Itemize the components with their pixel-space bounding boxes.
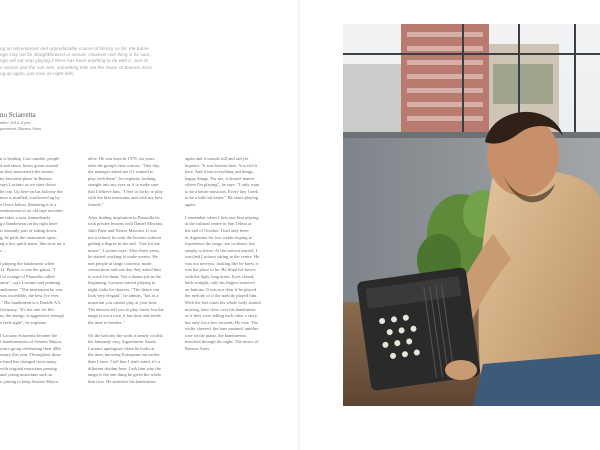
article-text-line: reminiscent of an old tape recorder. <box>0 208 64 214</box>
article-text-line: but only for a few seconds. He rose. The <box>185 319 258 325</box>
article-text-line: l playing the bandoneon when <box>0 260 55 266</box>
article-text-line: he city. Up here on his balcony the <box>0 188 63 194</box>
article-text-line: violin cheered, the bass moaned, another <box>185 326 259 332</box>
article-text-line: the end of October. I had only been <box>185 228 249 234</box>
article-text-line: moving, bent close over his bandoneon <box>185 306 256 312</box>
article-text-line: ." His bandoneon is a Double AA, <box>0 300 62 306</box>
article-text-line: g a bandoneon on his right knee <box>0 221 58 227</box>
article-text-line: ness is muffled, swallowed up by <box>0 195 60 201</box>
article-text-line: n is healing. Cars rumble, people <box>0 156 60 161</box>
article-text-line: straight into my eyes as if to make sure <box>88 182 159 188</box>
article-text-line: happy things. For me, it doesn't matter <box>185 175 255 181</box>
article-text-line: was not nervous, looking like he knew it <box>185 260 258 266</box>
article-text-line: play with them", he explains, looking <box>88 175 156 181</box>
article-text-line: in Argentina for two weeks hoping to <box>185 234 253 240</box>
article-text-line: f bandoneonists of Sexteto Mayor, <box>0 339 62 345</box>
article-text-line: connections and one day they asked him <box>88 267 161 273</box>
article-text-line: andoneon. "The instrument he was <box>0 286 63 292</box>
article-text-line: Buenos Aires. <box>185 345 211 351</box>
article-text-line: getting a degree in the end. "Just for the <box>88 241 160 247</box>
article-text-line: ersary this year. Throughout those <box>0 352 62 358</box>
article-text-line: says Luciano as we stare down <box>0 182 56 188</box>
article-text-line: the famously easy Argentinean Asado. <box>88 339 158 345</box>
article-text-line: heart too. He stretches his bandoneon <box>88 378 156 384</box>
article-text-line: the time to breathe." <box>88 319 125 325</box>
article-text-line: that I believe him. "I feel so lucky to play <box>88 188 163 194</box>
article-text-line: met people at tango concerts, made <box>88 260 152 266</box>
article-text-line: After finding inspiration in Piazzolla he <box>88 214 160 220</box>
article-text-line: to be a little bit better." He starts playing <box>185 195 258 201</box>
article-text-line: and young musicians such as <box>0 372 53 378</box>
text-column-1 <box>0 156 80 385</box>
article-text-line: years group celebrating their 40th <box>0 345 61 351</box>
intro-paragraph <box>0 46 168 77</box>
photo-illustration <box>343 24 600 406</box>
article-text-line: as they manoeuvre the streets. <box>0 169 55 175</box>
article-text-line: experience the tango, see or dance, but <box>185 241 255 247</box>
article-text-line: again. <box>185 201 196 207</box>
article-text-line: s ... <box>0 247 7 253</box>
intro-line: ngo will not stop playing if there has been anything to do with it. Just as <box>0 58 149 64</box>
article-text-line: took private lessons with Daniel Moyano, <box>88 221 164 227</box>
article-text-line: 12. Before, it was the guitar. "I <box>0 267 56 273</box>
intro-line: ng up again, just now, as night falls. <box>0 70 75 76</box>
text-column-2 <box>88 156 174 385</box>
article-text-line: than I have. I tell him I don't mind, it's a <box>88 358 161 364</box>
article-text-line: with the best musicians and with my best <box>88 195 163 201</box>
article-text-line: back straight, only his fingers bounced <box>185 280 255 286</box>
article-text-line: ne takes a seat, immediately <box>0 214 51 220</box>
article-text-line: different rhythm here. I ask him why the <box>88 365 161 371</box>
article-text-line: Germany, "It's the one for life. <box>0 306 55 312</box>
article-text-line: the melody or if the melody played him. <box>185 293 258 299</box>
article-text-line: was his place to be. He lifted his brows <box>185 267 256 273</box>
article-text-line: again and it sounds full and sad yet <box>185 156 249 161</box>
article-text-line: ny the energy, is aggressive enough <box>0 313 64 319</box>
intro-line: n rumors and the sun sets, something tells me the music of Buenos Aires <box>0 64 152 70</box>
article-text-line: marched through the night. The music of <box>185 339 259 345</box>
article-text-line: d and shout, buses groan around <box>0 162 58 168</box>
article-text-line: alive. He was born in 1979, six years <box>88 156 155 161</box>
article-text-line: with the high, long notes. Eyes closed, <box>185 273 255 279</box>
article-text-line: is instantly part of sitting down. <box>0 228 58 234</box>
article-text-line: rose on the piano, the bandoneons <box>185 332 247 338</box>
article-text-line: at the cultural centre in San Telmo at <box>185 221 252 227</box>
article-text-line: was incredible, the best I've ever <box>0 293 59 299</box>
article-text-line: look very elegant", he admits, "but as a <box>88 293 159 299</box>
article-text-line: hopeful. "It was heaven here. You feel it <box>185 162 258 168</box>
article-text-line: night clubs for dancers. "The dance can <box>88 286 160 292</box>
article-text-line: beginning, Luciano started playing in <box>88 280 156 286</box>
article-text-line: simply to listen. At the concert started, I <box>185 247 258 253</box>
article-text-line: e band has changed faces many <box>0 358 57 364</box>
article-text-line: The dancers tell you to play faster, but the <box>88 306 164 312</box>
text-column-3 <box>185 156 273 352</box>
byline-date <box>0 120 41 131</box>
article-text-line: with original musicians passing <box>0 365 57 371</box>
article-text-line: I remember when I first saw him playing <box>185 214 259 220</box>
intro-line: ng an adventurous and unpredictable course of history so far, the future <box>0 46 149 51</box>
article-text-line: tango is the one thing he gives his whole <box>88 372 162 378</box>
article-text-line: here. And it has everything sad things, <box>185 169 254 175</box>
article-text-line: after the group's first concert. "One day, <box>88 162 160 168</box>
article-text-line: ny favourite place in Buenos <box>0 175 52 181</box>
article-text-line: the time, knowing Europeans eat earlier <box>88 352 160 358</box>
article-text-line: musician you cannot play at your best. <box>88 300 158 306</box>
bandoneon-player-photo <box>343 24 600 406</box>
byline-date-line: partment, Buenos Aires <box>0 125 42 131</box>
article-text-line: not a school, he took the lessons without <box>88 234 161 240</box>
article-text-line: g, he pulls the instrument open, <box>0 234 57 240</box>
article-text-line: watched Luciano sitting in the centre. He <box>185 254 260 260</box>
article-text-line: to be a better musician. Every day I seek <box>185 188 259 194</box>
article-text-line: e feels right", he explains. <box>0 319 47 325</box>
article-text-line: On the balcony the work is nearly cooled, <box>88 332 164 338</box>
article-text-line: music", Luciano says. After three years, <box>88 247 160 253</box>
article-text-line: o joining to keep Sexteto Mayor <box>0 378 59 384</box>
article-text-line: as if they were telling each other a story, <box>185 313 258 319</box>
intro-line: ngo may not be straightforward or secure. However one thing is for sure, <box>0 52 151 58</box>
article-text-line: With the feet tones his whole body started <box>185 300 261 306</box>
right-page <box>300 0 600 450</box>
byline-name: no Sciarretta <box>0 111 36 119</box>
article-text-line: l to a range of Piazzolla called <box>0 273 55 279</box>
article-text-line: he started working to make money. He <box>88 254 158 260</box>
article-text-line: tango is not a race, it has time and needs <box>88 313 161 319</box>
article-text-line: friends." <box>88 201 104 207</box>
article-text-line: to work for them. Not a dream job in the <box>88 273 161 279</box>
byline-date-line: mber 2012, 6 pm, <box>0 120 31 125</box>
article-text-line: where I'm playing", he says. "I only want <box>185 182 260 188</box>
article-text-line: the manager asked me if I wanted to <box>88 169 154 175</box>
article-text-line: aime", says Luciano and pointing <box>0 280 61 286</box>
article-text-line: on buttons. It was not clear if he played <box>185 286 257 292</box>
article-text-line: Julio Pane and Nestor Marconi. It was <box>88 228 157 234</box>
article-text-line: ng a few quick notes, like slow air a <box>0 241 65 247</box>
article-text-line: Luciano apologises when he looks at <box>88 345 155 351</box>
article-text-line: l Luciano Sciarretta became the <box>0 332 57 338</box>
article-text-line: e floors below, flattening it to a <box>0 201 57 207</box>
